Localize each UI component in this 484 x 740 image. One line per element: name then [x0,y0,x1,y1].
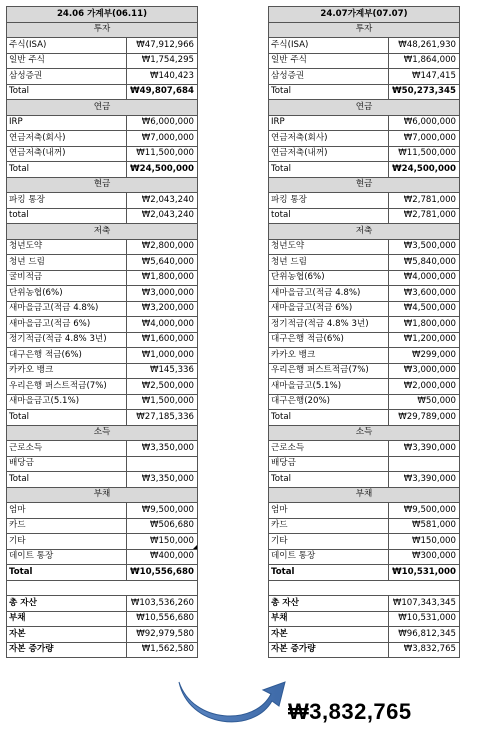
row-label: 연금저축(내꺼) [7,146,127,162]
table-row [7,503,198,519]
row-label: 엄마 [269,503,389,519]
section-header: 저축 [269,224,460,240]
table-row [7,270,198,286]
summary-row [7,596,198,612]
summary-label: 자본 [7,627,127,643]
table-row [7,332,198,348]
table-row [7,301,198,317]
row-label: 새마을금고(적금 4.8%) [7,301,127,317]
summary-row [269,596,460,612]
sheet-title-row [7,7,198,23]
table-row [7,441,198,457]
table-row [269,239,460,255]
ledger-body [7,7,198,658]
row-label: 단위농협(6%) [269,270,389,286]
table-row [7,317,198,333]
table-row [7,456,198,472]
table-row [269,115,460,131]
row-value: ₩2,043,240 [127,193,198,209]
row-value: ₩1,600,000 [127,332,198,348]
row-value: ₩3,350,000 [127,441,198,457]
summary-label: 총 자산 [7,596,127,612]
table-row [7,549,198,565]
table-row [269,146,460,162]
row-value: ₩140,423 [127,69,198,85]
table-row [7,534,198,550]
ledger-table-june [6,6,198,658]
row-label: 기타 [7,534,127,550]
table-row [7,146,198,162]
table-row [269,549,460,565]
table-row [7,348,198,364]
row-label: Total [7,410,127,426]
row-label: Total [7,472,127,488]
row-label: 청년 드림 [269,255,389,271]
summary-row [7,642,198,658]
row-label: 연금저축(회사) [7,131,127,147]
ledger-table-july [268,6,460,658]
row-label: Total [269,84,389,100]
row-value: ₩29,789,000 [389,410,460,426]
row-label: 파킹 통장 [269,193,389,209]
row-label: 데이트 통장 [7,549,127,565]
row-value: ₩3,350,000 [127,472,198,488]
table-row [269,518,460,534]
row-label: 우리은행 퍼스트적금(7%) [7,379,127,395]
summary-value: ₩10,531,000 [389,611,460,627]
row-value: ₩10,531,000 [389,565,460,581]
row-value: ₩24,500,000 [389,162,460,178]
row-label: IRP [269,115,389,131]
summary-row [7,611,198,627]
table-row [269,534,460,550]
row-value: ₩506,680 [127,518,198,534]
row-label: IRP [7,115,127,131]
summary-value: ₩103,536,260 [127,596,198,612]
row-label: 삼성증권 [269,69,389,85]
row-value: ₩581,000 [389,518,460,534]
row-value: ₩145,336 [127,363,198,379]
section-header: 투자 [269,22,460,38]
table-row [7,410,198,426]
row-value: ₩299,000 [389,348,460,364]
row-value: ₩7,000,000 [389,131,460,147]
row-label: 새마을금고(5.1%) [7,394,127,410]
row-label: 배당금 [269,456,389,472]
row-label: 청년도약 [269,239,389,255]
row-label: 카카오 뱅크 [269,348,389,364]
row-value: ₩50,273,345 [389,84,460,100]
summary-row [269,627,460,643]
row-label: 카카오 뱅크 [7,363,127,379]
row-value: ₩400,000 [127,549,198,565]
table-row [7,565,198,581]
row-value: ₩3,600,000 [389,286,460,302]
row-label: 굴비적금 [7,270,127,286]
row-value: ₩11,500,000 [127,146,198,162]
row-value: ₩300,000 [389,549,460,565]
row-value: ₩3,200,000 [127,301,198,317]
table-row [269,348,460,364]
summary-label: 부채 [7,611,127,627]
summary-value: ₩96,812,345 [389,627,460,643]
row-value: ₩5,840,000 [389,255,460,271]
table-row [7,38,198,54]
row-label: 새마을금고(5.1%) [269,379,389,395]
table-row [7,379,198,395]
row-value: ₩48,261,930 [389,38,460,54]
row-value: ₩3,000,000 [389,363,460,379]
row-label: 새마을금고(적금 6%) [7,317,127,333]
row-value: ₩2,781,000 [389,208,460,224]
table-row [269,317,460,333]
table-row [269,53,460,69]
table-row [269,363,460,379]
row-value: ₩3,390,000 [389,441,460,457]
section-header: 저축 [7,224,198,240]
row-value: ₩6,000,000 [127,115,198,131]
section-header-row [7,22,198,38]
table-row [7,518,198,534]
summary-row [7,627,198,643]
table-row [269,332,460,348]
section-header: 소득 [269,425,460,441]
row-label: 새마을금고(적금 6%) [269,301,389,317]
row-label: 청년도약 [7,239,127,255]
row-label: 대구은행 적금(6%) [269,332,389,348]
spacer-cell [7,580,198,596]
table-row [269,441,460,457]
section-header: 현금 [269,177,460,193]
table-row [269,131,460,147]
section-header-row [269,100,460,116]
summary-label: 부채 [269,611,389,627]
row-label: 주식(ISA) [269,38,389,54]
row-value: ₩11,500,000 [389,146,460,162]
table-row [269,472,460,488]
capital-increase-amount: ₩3,832,765 [288,699,412,724]
spacer-row [269,580,460,596]
table-row [269,270,460,286]
row-label: Total [269,410,389,426]
section-header-row [269,224,460,240]
row-label: 주식(ISA) [7,38,127,54]
row-label: 엄마 [7,503,127,519]
table-row [7,208,198,224]
row-label: 새마을금고(적금 4.8%) [269,286,389,302]
row-value: ₩24,500,000 [127,162,198,178]
summary-label: 자본 증가량 [7,642,127,658]
row-value: ₩50,000 [389,394,460,410]
row-label: 근로소득 [269,441,389,457]
row-label: 파킹 통장 [7,193,127,209]
table-row [269,379,460,395]
table-row [7,131,198,147]
row-value [127,456,198,472]
row-label: Total [7,162,127,178]
table-row [7,193,198,209]
row-label: 카드 [7,518,127,534]
row-label: Total [7,565,127,581]
summary-value: ₩3,832,765 [389,642,460,658]
table-row [269,38,460,54]
table-row [269,286,460,302]
section-header: 소득 [7,425,198,441]
row-value: ₩1,800,000 [127,270,198,286]
table-row [7,239,198,255]
row-value: ₩150,000 [127,534,198,550]
row-value: ₩1,800,000 [389,317,460,333]
table-row [7,69,198,85]
row-value: ₩4,000,000 [127,317,198,333]
table-row [269,162,460,178]
table-row [7,162,198,178]
summary-row [269,611,460,627]
row-value: ₩3,500,000 [389,239,460,255]
table-row [7,286,198,302]
row-label: 삼성증권 [7,69,127,85]
ledger-body [269,7,460,658]
section-header: 연금 [269,100,460,116]
summary-label: 총 자산 [269,596,389,612]
table-row [7,115,198,131]
table-row [269,193,460,209]
row-label: 청년 드림 [7,255,127,271]
row-label: 카드 [269,518,389,534]
section-header: 투자 [7,22,198,38]
row-label: 단위농협(6%) [7,286,127,302]
table-row [269,208,460,224]
table-row [7,363,198,379]
sheet-title: 24.07가계부(07.07) [269,7,460,23]
section-header-row [269,425,460,441]
row-label: total [269,208,389,224]
row-value [389,456,460,472]
row-label: 대구은행 적금(6%) [7,348,127,364]
table-row [269,69,460,85]
row-value: ₩150,000 [389,534,460,550]
spacer-cell [269,580,460,596]
table-row [7,84,198,100]
row-value: ₩49,807,684 [127,84,198,100]
section-header: 연금 [7,100,198,116]
row-value: ₩2,000,000 [389,379,460,395]
row-value: ₩9,500,000 [127,503,198,519]
summary-value: ₩107,343,345 [389,596,460,612]
section-header-row [7,100,198,116]
row-value: ₩27,185,336 [127,410,198,426]
summary-label: 자본 증가량 [269,642,389,658]
row-value: ₩10,556,680 [127,565,198,581]
table-row [269,565,460,581]
summary-value: ₩10,556,680 [127,611,198,627]
sheet-title: 24.06 가계부(06.11) [7,7,198,23]
section-header-row [7,177,198,193]
row-label: Total [269,472,389,488]
summary-row [269,642,460,658]
row-value: ₩6,000,000 [389,115,460,131]
row-label: 기타 [269,534,389,550]
section-header-row [269,22,460,38]
row-value: ₩2,781,000 [389,193,460,209]
table-row [269,394,460,410]
row-label: 일반 주식 [269,53,389,69]
table-row [7,394,198,410]
table-row [269,456,460,472]
table-row [7,255,198,271]
summary-value: ₩1,562,580 [127,642,198,658]
curved-arrow-icon [175,676,290,724]
row-value: ₩1,864,000 [389,53,460,69]
table-row [269,301,460,317]
row-label: Total [269,565,389,581]
table-row [269,503,460,519]
section-header-row [269,177,460,193]
sheet-title-row [269,7,460,23]
row-value: ₩1,200,000 [389,332,460,348]
table-row [7,472,198,488]
row-label: total [7,208,127,224]
section-header-row [269,487,460,503]
section-header-row [7,487,198,503]
row-label: Total [269,162,389,178]
section-header: 부채 [269,487,460,503]
row-value: ₩4,500,000 [389,301,460,317]
section-header-row [7,224,198,240]
row-label: 정기적금(적금 4.8% 3년) [7,332,127,348]
row-label: 연금저축(회사) [269,131,389,147]
row-label: 배당금 [7,456,127,472]
row-value: ₩2,043,240 [127,208,198,224]
section-header: 현금 [7,177,198,193]
row-value: ₩147,415 [389,69,460,85]
row-value: ₩3,000,000 [127,286,198,302]
row-value: ₩4,000,000 [389,270,460,286]
spacer-row [7,580,198,596]
row-label: 연금저축(내꺼) [269,146,389,162]
row-value: ₩5,640,000 [127,255,198,271]
summary-label: 자본 [269,627,389,643]
row-value: ₩2,800,000 [127,239,198,255]
row-value: ₩2,500,000 [127,379,198,395]
row-label: 데이트 통장 [269,549,389,565]
table-row [269,255,460,271]
row-label: Total [7,84,127,100]
table-row [269,84,460,100]
table-row [269,410,460,426]
row-value: ₩7,000,000 [127,131,198,147]
section-header-row [7,425,198,441]
row-value: ₩1,000,000 [127,348,198,364]
row-label: 대구은행(20%) [269,394,389,410]
row-label: 우리은행 퍼스트적금(7%) [269,363,389,379]
table-row [7,53,198,69]
summary-value: ₩92,979,580 [127,627,198,643]
row-value: ₩9,500,000 [389,503,460,519]
row-label: 근로소득 [7,441,127,457]
row-value: ₩47,912,966 [127,38,198,54]
row-label: 정기적금(적금 4.8% 3년) [269,317,389,333]
row-value: ₩3,390,000 [389,472,460,488]
row-value: ₩1,500,000 [127,394,198,410]
row-label: 일반 주식 [7,53,127,69]
row-value: ₩1,754,295 [127,53,198,69]
section-header: 부채 [7,487,198,503]
